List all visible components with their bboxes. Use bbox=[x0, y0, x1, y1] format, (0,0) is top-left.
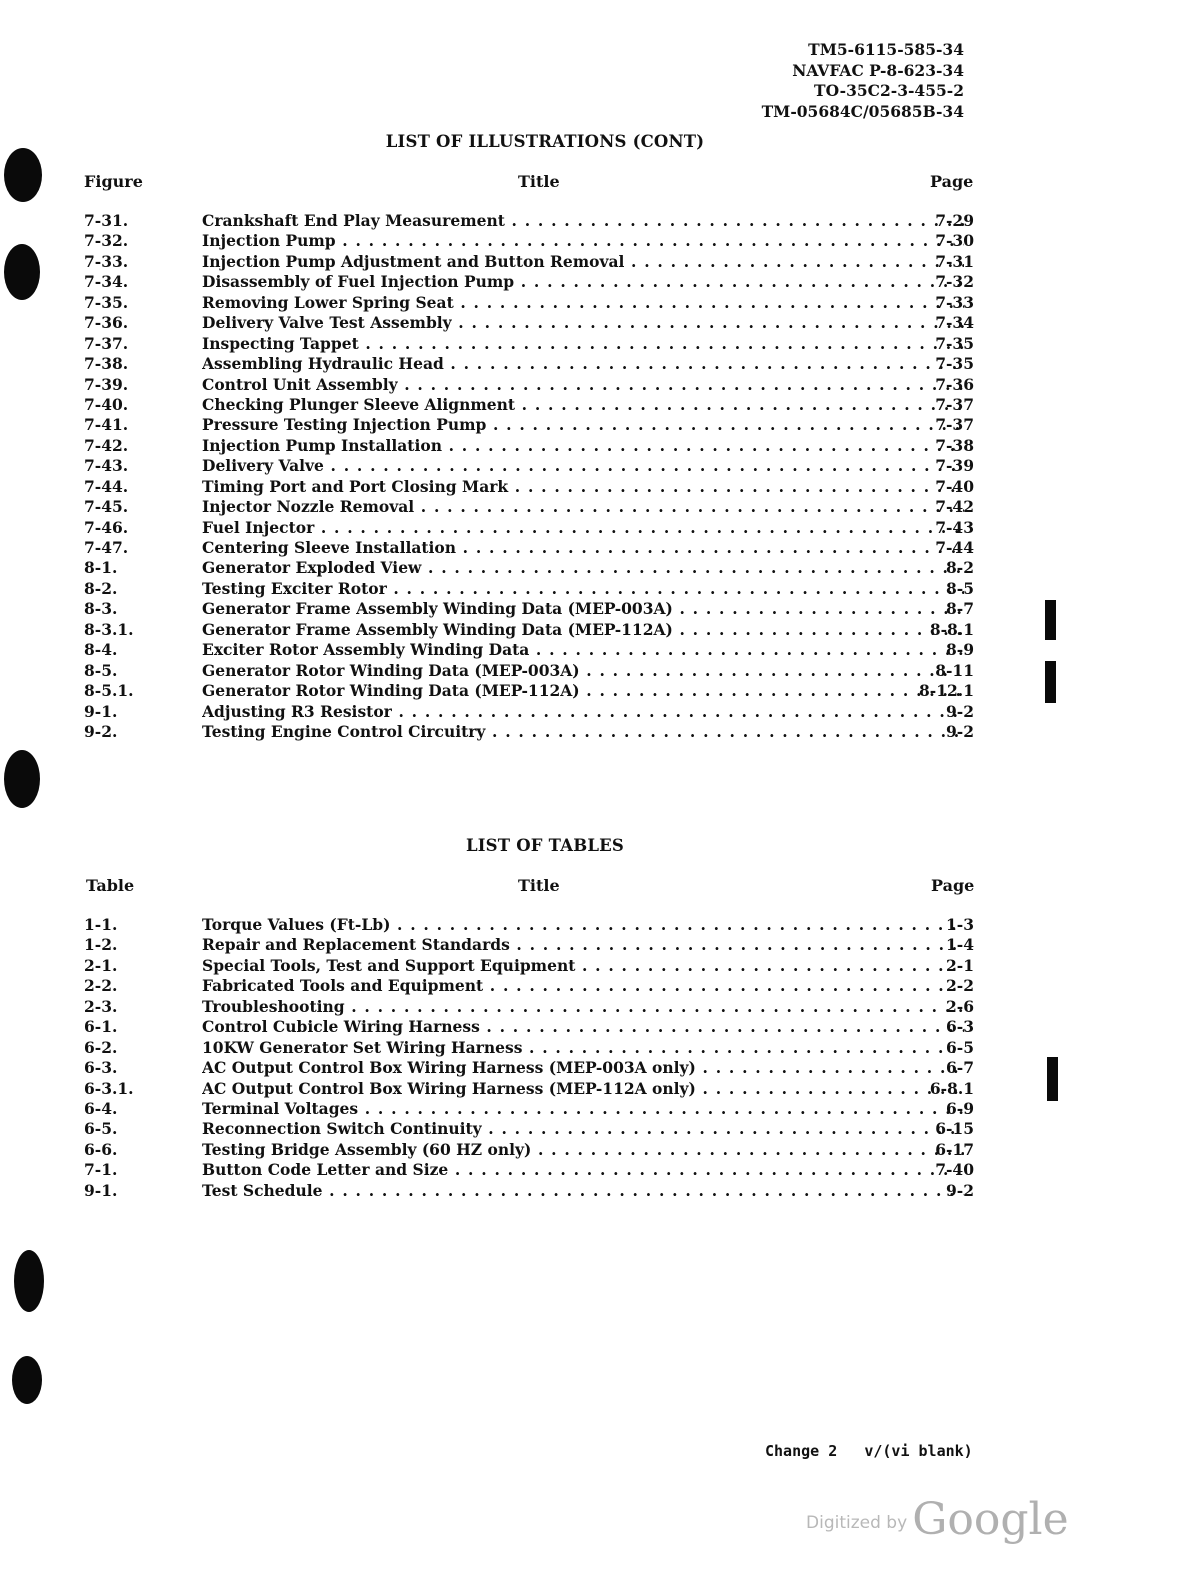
entry-number: 7-34. bbox=[84, 272, 129, 292]
punch-hole bbox=[14, 1250, 44, 1312]
entry-title: Generator Rotor Winding Data (MEP-003A) . . . bbox=[202, 661, 964, 681]
entry-page: 6-3 bbox=[945, 1017, 974, 1037]
entry-page: 1-3 bbox=[945, 915, 974, 934]
entry-number: 7-1. bbox=[84, 1160, 118, 1180]
change-number: Change 2 bbox=[765, 1442, 838, 1460]
tables-title: LIST OF TABLES bbox=[465, 836, 625, 855]
entry-number: 7-39. bbox=[84, 374, 129, 394]
entry-title: Testing Engine Control Circuitry . . . bbox=[202, 722, 964, 742]
list-entry bbox=[84, 620, 994, 640]
illustrations-col-page: Page bbox=[930, 172, 974, 191]
entry-page: 7-37 bbox=[935, 415, 974, 435]
entry-page: 7-43 bbox=[935, 517, 974, 537]
entry-title: Timing Port and Port Closing Mark . . . bbox=[202, 477, 964, 497]
change-bar bbox=[1045, 661, 1056, 703]
entry-number: 8-5.1. bbox=[84, 681, 134, 701]
entry-number: 7-36. bbox=[84, 313, 129, 333]
entry-title: Repair and Replacement Standards . . . bbox=[202, 935, 964, 955]
entry-title: Reconnection Switch Continuity . . . bbox=[202, 1119, 964, 1139]
entry-page: 7-30 bbox=[935, 231, 974, 251]
entry-page: 6-9 bbox=[945, 1098, 974, 1118]
list-entry bbox=[84, 1017, 994, 1037]
entry-title: Generator Rotor Winding Data (MEP-112A) . . . bbox=[202, 681, 964, 701]
entry-title: Inspecting Tappet . . . bbox=[202, 334, 964, 354]
entry-page: 7-29 bbox=[935, 211, 974, 230]
entry-number: 9-1. bbox=[84, 701, 118, 721]
entry-number: 6-3.1. bbox=[84, 1078, 134, 1098]
entry-page: 2-1 bbox=[945, 955, 974, 975]
entry-page: 2-2 bbox=[945, 976, 974, 996]
entry-number: 7-37. bbox=[84, 333, 129, 353]
list-entry bbox=[84, 579, 994, 599]
entry-number: 7-40. bbox=[84, 394, 129, 414]
change-bar bbox=[1047, 1057, 1058, 1101]
entry-page: 6-17 bbox=[935, 1139, 974, 1159]
illustrations-list bbox=[84, 211, 994, 742]
entry-page: 7-39 bbox=[935, 456, 974, 476]
illustrations-col-title: Title bbox=[518, 172, 560, 191]
list-entry bbox=[84, 599, 994, 619]
entry-page: 8-11 bbox=[935, 660, 974, 680]
entry-title: Crankshaft End Play Measurement . . . bbox=[202, 211, 964, 231]
entry-page: 7-35 bbox=[935, 354, 974, 374]
entry-title: Pressure Testing Injection Pump . . . bbox=[202, 415, 964, 435]
entry-title: Injection Pump . . . bbox=[202, 231, 964, 251]
entry-page: 6-15 bbox=[935, 1119, 974, 1139]
entry-title: Injection Pump Installation . . . bbox=[202, 436, 964, 456]
entry-number: 7-46. bbox=[84, 517, 129, 537]
entry-number: 7-45. bbox=[84, 497, 129, 517]
entry-number: 7-47. bbox=[84, 538, 129, 557]
entry-title: Control Unit Assembly . . . bbox=[202, 375, 964, 395]
entry-number: 2-3. bbox=[84, 996, 118, 1016]
punch-hole bbox=[4, 148, 42, 202]
list-entry bbox=[84, 1160, 994, 1180]
entry-title: Removing Lower Spring Seat . . . bbox=[202, 293, 964, 313]
entry-number: 8-3. bbox=[84, 599, 118, 619]
entry-number: 7-35. bbox=[84, 292, 129, 312]
list-entry bbox=[84, 395, 994, 415]
entry-title: Adjusting R3 Resistor . . . bbox=[202, 702, 964, 722]
watermark-prefix: Digitized by bbox=[806, 1513, 908, 1533]
entry-page: 7-37 bbox=[935, 394, 974, 414]
google-logo: Google bbox=[912, 1494, 1069, 1545]
list-entry bbox=[84, 456, 994, 476]
entry-number: 2-2. bbox=[84, 976, 118, 996]
list-entry bbox=[84, 477, 994, 497]
entry-number: 6-4. bbox=[84, 1098, 118, 1118]
entry-number: 6-2. bbox=[84, 1037, 118, 1057]
list-entry bbox=[84, 1099, 994, 1119]
entry-title: Assembling Hydraulic Head . . . bbox=[202, 354, 964, 374]
list-entry bbox=[84, 640, 994, 660]
entry-page: 7-31 bbox=[935, 251, 974, 271]
list-entry bbox=[84, 272, 994, 292]
entry-title: AC Output Control Box Wiring Harness (MEP-003A only) . . . bbox=[202, 1058, 964, 1078]
entry-number: 8-2. bbox=[84, 578, 118, 598]
entry-title: Troubleshooting . . . bbox=[202, 997, 964, 1017]
tables-list bbox=[84, 915, 994, 1201]
list-entry bbox=[84, 915, 994, 935]
tables-col-title: Title bbox=[518, 876, 560, 895]
page-number: v/(vi blank) bbox=[864, 1442, 973, 1460]
list-entry bbox=[84, 497, 994, 517]
entry-title: Terminal Voltages . . . bbox=[202, 1099, 964, 1119]
entry-title: Torque Values (Ft-Lb) . . . bbox=[202, 915, 964, 935]
entry-title: Generator Frame Assembly Winding Data (MEP-112A) . . . bbox=[202, 620, 964, 640]
change-bar bbox=[1045, 600, 1056, 640]
entry-page: 8-5 bbox=[945, 578, 974, 598]
doc-id-tm5: TM5-6115-585-34 bbox=[808, 40, 964, 59]
entry-page: 8-12.1 bbox=[919, 681, 974, 701]
list-entry bbox=[84, 1079, 994, 1099]
entry-page: 8-2 bbox=[945, 558, 974, 578]
entry-title: Delivery Valve . . . bbox=[202, 456, 964, 476]
entry-title: Checking Plunger Sleeve Alignment . . . bbox=[202, 395, 964, 415]
entry-title: Injection Pump Adjustment and Button Removal . . . bbox=[202, 252, 964, 272]
entry-title: Fabricated Tools and Equipment . . . bbox=[202, 976, 964, 996]
list-entry bbox=[84, 702, 994, 722]
list-entry bbox=[84, 211, 994, 231]
entry-title: Testing Exciter Rotor . . . bbox=[202, 579, 964, 599]
entry-title: 10KW Generator Set Wiring Harness . . . bbox=[202, 1038, 964, 1058]
entry-number: 6-5. bbox=[84, 1119, 118, 1139]
entry-title: Fuel Injector . . . bbox=[202, 518, 964, 538]
list-entry bbox=[84, 1181, 994, 1201]
entry-title: Delivery Valve Test Assembly . . . bbox=[202, 313, 964, 333]
list-entry bbox=[84, 231, 994, 251]
entry-page: 1-4 bbox=[945, 935, 974, 955]
entry-number: 6-3. bbox=[84, 1058, 118, 1078]
entry-title: AC Output Control Box Wiring Harness (MEP-112A only) . . . bbox=[202, 1079, 964, 1099]
list-entry bbox=[84, 956, 994, 976]
entry-page: 7-35 bbox=[935, 333, 974, 353]
entry-page: 6-7 bbox=[945, 1058, 974, 1078]
page-footer bbox=[765, 1442, 973, 1460]
entry-number: 7-41. bbox=[84, 415, 129, 435]
list-entry bbox=[84, 1058, 994, 1078]
doc-id-to: TO-35C2-3-455-2 bbox=[814, 81, 964, 100]
entry-title: Injector Nozzle Removal . . . bbox=[202, 497, 964, 517]
entry-number: 8-4. bbox=[84, 640, 118, 660]
digitized-watermark bbox=[806, 1494, 1069, 1545]
entry-number: 1-1. bbox=[84, 915, 118, 934]
entry-number: 8-3.1. bbox=[84, 619, 134, 639]
tables-col-table: Table bbox=[86, 876, 135, 895]
list-entry bbox=[84, 415, 994, 435]
entry-number: 7-32. bbox=[84, 231, 129, 251]
list-entry bbox=[84, 997, 994, 1017]
entry-page: 9-2 bbox=[945, 1180, 974, 1200]
doc-id-navfac: NAVFAC P-8-623-34 bbox=[792, 60, 964, 80]
entry-title: Button Code Letter and Size . . . bbox=[202, 1160, 964, 1180]
entry-page: 8-7 bbox=[945, 599, 974, 619]
punch-hole bbox=[12, 1356, 42, 1404]
entry-number: 6-1. bbox=[84, 1017, 118, 1037]
entry-number: 6-6. bbox=[84, 1139, 118, 1159]
illustrations-title: LIST OF ILLUSTRATIONS (CONT) bbox=[385, 132, 705, 151]
list-entry bbox=[84, 722, 994, 742]
list-entry bbox=[84, 1140, 994, 1160]
entry-title: Disassembly of Fuel Injection Pump . . . bbox=[202, 272, 964, 292]
entry-page: 7-34 bbox=[935, 313, 974, 333]
entry-number: 9-1. bbox=[84, 1180, 118, 1200]
entry-page: 9-2 bbox=[945, 721, 974, 741]
list-entry bbox=[84, 661, 994, 681]
illustrations-col-figure: Figure bbox=[84, 172, 143, 191]
entry-page: 8-9 bbox=[945, 640, 974, 660]
entry-page: 6-8.1 bbox=[929, 1078, 974, 1098]
list-entry bbox=[84, 935, 994, 955]
list-entry bbox=[84, 681, 994, 701]
list-entry bbox=[84, 538, 994, 558]
list-entry bbox=[84, 252, 994, 272]
list-entry bbox=[84, 1038, 994, 1058]
list-entry bbox=[84, 436, 994, 456]
list-entry bbox=[84, 354, 994, 374]
entry-page: 7-32 bbox=[935, 272, 974, 292]
list-entry bbox=[84, 518, 994, 538]
document-identifiers bbox=[762, 40, 964, 122]
entry-title: Generator Frame Assembly Winding Data (MEP-003A) . . . bbox=[202, 599, 964, 619]
list-entry bbox=[84, 313, 994, 333]
entry-page: 7-36 bbox=[935, 374, 974, 394]
entry-number: 8-1. bbox=[84, 558, 118, 578]
list-entry bbox=[84, 1119, 994, 1139]
entry-number: 7-44. bbox=[84, 476, 129, 496]
entry-number: 7-38. bbox=[84, 354, 129, 374]
entry-title: Exciter Rotor Assembly Winding Data . . . bbox=[202, 640, 964, 660]
doc-id-tm0: TM-05684C/05685B-34 bbox=[761, 101, 964, 121]
entry-page: 8-8.1 bbox=[929, 619, 974, 639]
list-entry bbox=[84, 976, 994, 996]
entry-page: 7-40 bbox=[935, 1160, 974, 1180]
entry-page: 9-2 bbox=[945, 701, 974, 721]
entry-number: 1-2. bbox=[84, 935, 118, 955]
entry-number: 9-2. bbox=[84, 721, 118, 741]
entry-title: Test Schedule . . . bbox=[202, 1181, 964, 1201]
entry-number: 7-31. bbox=[84, 211, 129, 230]
entry-page: 7-40 bbox=[935, 476, 974, 496]
entry-title: Control Cubicle Wiring Harness . . . bbox=[202, 1017, 964, 1037]
entry-title: Testing Bridge Assembly (60 HZ only) . . . bbox=[202, 1140, 964, 1160]
entry-page: 7-44 bbox=[935, 538, 974, 557]
entry-number: 7-43. bbox=[84, 456, 129, 476]
entry-page: 7-38 bbox=[935, 435, 974, 455]
list-entry bbox=[84, 558, 994, 578]
entry-number: 2-1. bbox=[84, 955, 118, 975]
entry-number: 7-42. bbox=[84, 435, 129, 455]
entry-number: 8-5. bbox=[84, 660, 118, 680]
entry-title: Centering Sleeve Installation . . . bbox=[202, 538, 964, 558]
list-entry bbox=[84, 293, 994, 313]
entry-page: 7-42 bbox=[935, 497, 974, 517]
list-entry bbox=[84, 375, 994, 395]
punch-hole bbox=[4, 750, 40, 808]
entry-title: Special Tools, Test and Support Equipment . . . bbox=[202, 956, 964, 976]
tables-col-page: Page bbox=[931, 876, 975, 895]
entry-title: Generator Exploded View . . . bbox=[202, 558, 964, 578]
entry-page: 7-33 bbox=[935, 292, 974, 312]
punch-hole bbox=[4, 244, 40, 300]
list-entry bbox=[84, 334, 994, 354]
entry-number: 7-33. bbox=[84, 251, 129, 271]
entry-page: 6-5 bbox=[945, 1037, 974, 1057]
entry-page: 2-6 bbox=[945, 996, 974, 1016]
